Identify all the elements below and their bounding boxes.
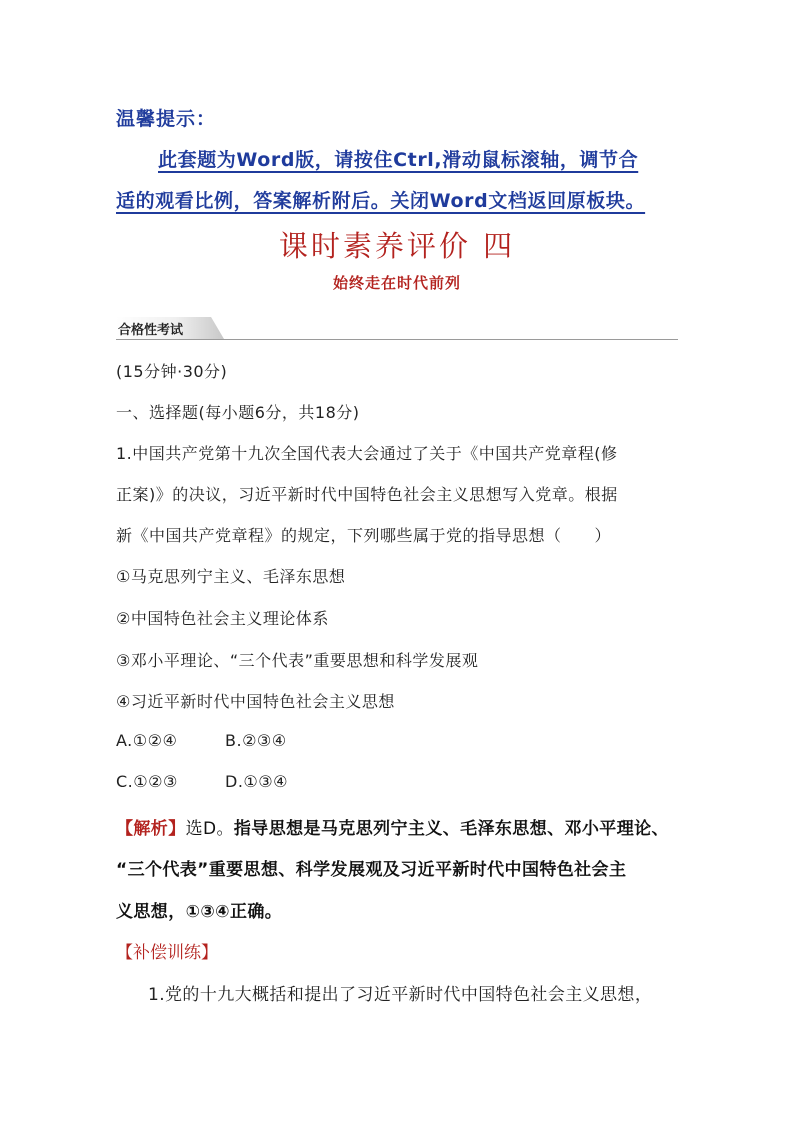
- analysis-label: 【解析】: [116, 819, 186, 839]
- section-divider: [116, 339, 678, 340]
- supplement-question-line-1: 1.党的十九大概括和提出了习近平新时代中国特色社会主义思想，: [148, 985, 653, 1005]
- choice-c: C.①②③: [116, 772, 178, 791]
- tip-heading: 温馨提示：: [116, 108, 217, 130]
- statement-3: ③邓小平理论、“三个代表”重要思想和科学发展观: [116, 651, 479, 670]
- statement-2: ②中国特色社会主义理论体系: [116, 609, 329, 628]
- page-subtitle: 始终走在时代前列: [332, 274, 461, 292]
- choice-b: B.②③④: [225, 731, 287, 750]
- section-heading: 一、选择题(每小题6分，共18分): [116, 403, 360, 422]
- analysis-line-2: “三个代表”重要思想、科学发展观及习近平新时代中国特色社会主: [116, 860, 627, 880]
- time-note: (15分钟·30分): [116, 362, 228, 381]
- tip-text-line-1[interactable]: 此套题为Word版，请按住Ctrl,滑动鼠标滚轴，调节合: [158, 149, 639, 171]
- statement-1: ①马克思列宁主义、毛泽东思想: [116, 567, 346, 586]
- tip-text-line-2[interactable]: 适的观看比例，答案解析附后。关闭Word文档返回原板块。: [116, 190, 646, 212]
- supplement-label: 【补偿训练】: [116, 943, 218, 963]
- question-line-1: 1.中国共产党第十九次全国代表大会通过了关于《中国共产党章程(修: [116, 444, 618, 463]
- page-title: 课时素养评价 四: [278, 229, 516, 263]
- analysis-line-3: 义思想，①③④正确。: [116, 902, 283, 922]
- section-tab-label: 合格性考试: [118, 323, 184, 338]
- choice-d: D.①③④: [225, 772, 288, 791]
- analysis-answer: 选D。: [185, 819, 234, 839]
- analysis-text-1: 指导思想是马克思列宁主义、毛泽东思想、邓小平理论、: [233, 819, 669, 839]
- choice-a: A.①②④: [116, 731, 178, 750]
- question-line-2: 正案)》的决议，习近平新时代中国特色社会主义思想写入党章。根据: [116, 485, 618, 504]
- statement-4: ④习近平新时代中国特色社会主义思想: [116, 692, 395, 711]
- question-line-3: 新《中国共产党章程》的规定，下列哪些属于党的指导思想（ ）: [116, 526, 612, 545]
- section-tab: [116, 317, 224, 339]
- analysis-line-1: [116, 814, 669, 839]
